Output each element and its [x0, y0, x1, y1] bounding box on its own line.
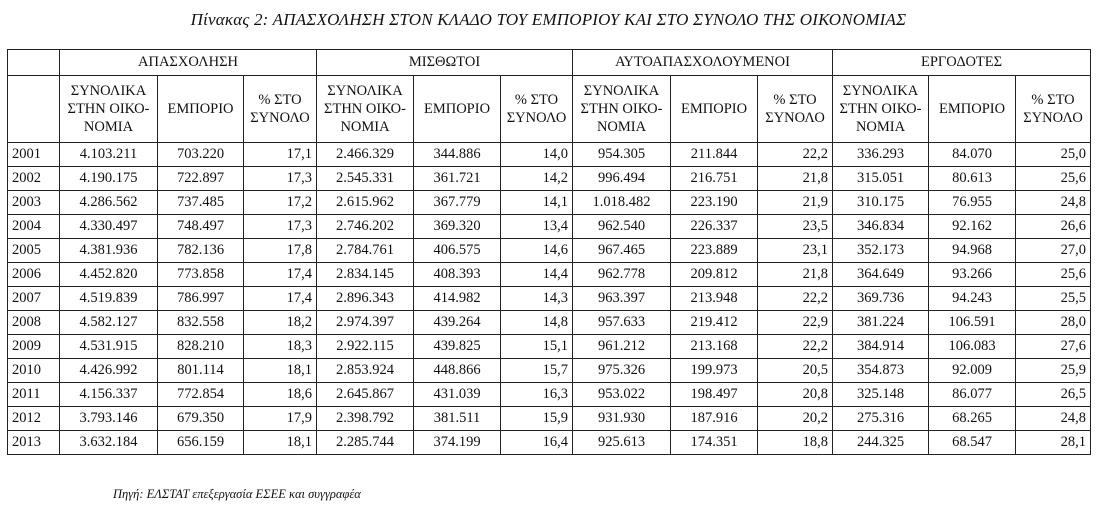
value-cell: 4.156.337	[60, 383, 158, 407]
value-cell: 381.511	[414, 407, 501, 431]
value-cell: 354.873	[833, 359, 929, 383]
value-cell: 76.955	[929, 191, 1016, 215]
table-row	[8, 215, 1091, 239]
value-cell: 94.243	[929, 287, 1016, 311]
sub-header-percent-of-total	[501, 76, 573, 143]
value-cell: 953.022	[573, 383, 671, 407]
value-cell: 2.285.744	[317, 431, 414, 455]
percent-cell: 20,8	[758, 383, 833, 407]
percent-cell: 28,1	[1016, 431, 1091, 455]
group-header-salaried: ΜΙΣΘΩΤΟΙ	[317, 50, 573, 76]
percent-cell: 22,2	[758, 287, 833, 311]
value-cell: 275.316	[833, 407, 929, 431]
value-cell: 187.916	[671, 407, 758, 431]
group-header-self-employed: ΑΥΤΟΑΠΑΣΧΟΛΟΥΜΕΝΟΙ	[573, 50, 833, 76]
value-cell: 954.305	[573, 143, 671, 167]
year-cell: 2004	[8, 215, 60, 239]
value-cell: 828.210	[158, 335, 244, 359]
sub-header-line: ΝΟΜΙΑ	[83, 119, 134, 135]
percent-cell: 23,1	[758, 239, 833, 263]
value-cell: 2.398.792	[317, 407, 414, 431]
sub-header-line: ΣΤΗΝ ΟΙΚΟ-	[67, 101, 150, 117]
sub-header-line: ΣΥΝΟΛΟ	[506, 110, 567, 126]
table-row	[8, 191, 1091, 215]
sub-header-percent-of-total	[758, 76, 833, 143]
source-note: Πηγή: ΕΛΣΤΑΤ επεξεργασία ΕΣΕΕ και συγγραφέα	[113, 487, 361, 501]
value-cell: 213.948	[671, 287, 758, 311]
table-row	[8, 383, 1091, 407]
percent-cell: 25,0	[1016, 143, 1091, 167]
value-cell: 961.212	[573, 335, 671, 359]
value-cell: 226.337	[671, 215, 758, 239]
value-cell: 408.393	[414, 263, 501, 287]
value-cell: 384.914	[833, 335, 929, 359]
percent-cell: 16,4	[501, 431, 573, 455]
value-cell: 68.547	[929, 431, 1016, 455]
value-cell: 4.426.992	[60, 359, 158, 383]
value-cell: 962.778	[573, 263, 671, 287]
value-cell: 4.103.211	[60, 143, 158, 167]
percent-cell: 24,8	[1016, 407, 1091, 431]
sub-header-line: ΝΟΜΙΑ	[340, 119, 390, 135]
value-cell: 4.531.915	[60, 335, 158, 359]
value-cell: 2.466.329	[317, 143, 414, 167]
sub-header-percent-of-total	[244, 76, 317, 143]
percent-cell: 18,8	[758, 431, 833, 455]
value-cell: 722.897	[158, 167, 244, 191]
value-cell: 310.175	[833, 191, 929, 215]
percent-cell: 15,1	[501, 335, 573, 359]
percent-cell: 20,5	[758, 359, 833, 383]
percent-cell: 17,3	[244, 167, 317, 191]
value-cell: 2.834.145	[317, 263, 414, 287]
value-cell: 963.397	[573, 287, 671, 311]
value-cell: 773.858	[158, 263, 244, 287]
value-cell: 925.613	[573, 431, 671, 455]
percent-cell: 18,1	[244, 431, 317, 455]
sub-header-economy-total	[833, 76, 929, 143]
value-cell: 106.591	[929, 311, 1016, 335]
table-row	[8, 167, 1091, 191]
year-cell: 2012	[8, 407, 60, 431]
value-cell: 4.330.497	[60, 215, 158, 239]
value-cell: 94.968	[929, 239, 1016, 263]
percent-cell: 23,5	[758, 215, 833, 239]
value-cell: 325.148	[833, 383, 929, 407]
value-cell: 431.039	[414, 383, 501, 407]
value-cell: 223.889	[671, 239, 758, 263]
percent-cell: 21,9	[758, 191, 833, 215]
year-cell: 2001	[8, 143, 60, 167]
value-cell: 4.286.562	[60, 191, 158, 215]
value-cell: 801.114	[158, 359, 244, 383]
value-cell: 703.220	[158, 143, 244, 167]
percent-cell: 24,8	[1016, 191, 1091, 215]
percent-cell: 27,6	[1016, 335, 1091, 359]
value-cell: 406.575	[414, 239, 501, 263]
year-cell: 2009	[8, 335, 60, 359]
percent-cell: 22,2	[758, 335, 833, 359]
value-cell: 1.018.482	[573, 191, 671, 215]
value-cell: 346.834	[833, 215, 929, 239]
value-cell: 2.896.343	[317, 287, 414, 311]
percent-cell: 17,9	[244, 407, 317, 431]
value-cell: 219.412	[671, 311, 758, 335]
sub-header-line: ΣΥΝΟΛΙΚΑ	[842, 83, 919, 99]
sub-header-line: ΣΥΝΟΛΙΚΑ	[583, 83, 660, 99]
percent-cell: 27,0	[1016, 239, 1091, 263]
value-cell: 4.519.839	[60, 287, 158, 311]
table-row	[8, 431, 1091, 455]
value-cell: 737.485	[158, 191, 244, 215]
percent-cell: 14,4	[501, 263, 573, 287]
sub-header-line: ΣΤΗΝ ΟΙΚΟ-	[324, 101, 406, 117]
sub-header-commerce	[158, 76, 244, 143]
percent-cell: 17,8	[244, 239, 317, 263]
percent-cell: 18,3	[244, 335, 317, 359]
table-row	[8, 239, 1091, 263]
value-cell: 92.009	[929, 359, 1016, 383]
sub-header-line: ΣΤΗΝ ΟΙΚΟ-	[839, 101, 922, 117]
value-cell: 772.854	[158, 383, 244, 407]
value-cell: 2.784.761	[317, 239, 414, 263]
value-cell: 414.982	[414, 287, 501, 311]
value-cell: 381.224	[833, 311, 929, 335]
percent-cell: 14,8	[501, 311, 573, 335]
sub-header-economy-total	[573, 76, 671, 143]
value-cell: 315.051	[833, 167, 929, 191]
value-cell: 84.070	[929, 143, 1016, 167]
percent-cell: 22,9	[758, 311, 833, 335]
year-cell: 2007	[8, 287, 60, 311]
table-row	[8, 359, 1091, 383]
value-cell: 439.264	[414, 311, 501, 335]
value-cell: 967.465	[573, 239, 671, 263]
value-cell: 2.922.115	[317, 335, 414, 359]
value-cell: 786.997	[158, 287, 244, 311]
table-title: Πίνακας 2: ΑΠΑΣΧΟΛΗΣΗ ΣΤΟΝ ΚΛΑΔΟ ΤΟΥ ΕΜΠΟΡΙΟΥ ΚΑΙ ΣΤΟ ΣΥΝΟΛΟ ΤΗΣ ΟΙΚΟΝΟΜΙΑΣ	[190, 10, 907, 29]
value-cell: 679.350	[158, 407, 244, 431]
sub-header-commerce	[929, 76, 1016, 143]
year-cell: 2002	[8, 167, 60, 191]
value-cell: 369.320	[414, 215, 501, 239]
percent-cell: 15,9	[501, 407, 573, 431]
value-cell: 86.077	[929, 383, 1016, 407]
value-cell: 2.615.962	[317, 191, 414, 215]
percent-cell: 14,2	[501, 167, 573, 191]
sub-header-line: ΣΥΝΟΛΟ	[765, 110, 825, 126]
sub-header-percent-of-total	[1016, 76, 1091, 143]
sub-header-economy-total	[60, 76, 158, 143]
value-cell: 361.721	[414, 167, 501, 191]
year-cell: 2008	[8, 311, 60, 335]
percent-cell: 17,1	[244, 143, 317, 167]
value-cell: 975.326	[573, 359, 671, 383]
value-cell: 174.351	[671, 431, 758, 455]
sub-header-commerce	[414, 76, 501, 143]
table-row	[8, 143, 1091, 167]
percent-cell: 25,9	[1016, 359, 1091, 383]
sub-header-line: ΣΥΝΟΛΙΚΑ	[70, 83, 147, 99]
value-cell: 223.190	[671, 191, 758, 215]
percent-cell: 13,4	[501, 215, 573, 239]
year-cell: 2010	[8, 359, 60, 383]
value-cell: 106.083	[929, 335, 1016, 359]
value-cell: 957.633	[573, 311, 671, 335]
percent-cell: 22,2	[758, 143, 833, 167]
value-cell: 931.930	[573, 407, 671, 431]
value-cell: 369.736	[833, 287, 929, 311]
corner-cell	[8, 50, 60, 76]
percent-cell: 26,5	[1016, 383, 1091, 407]
percent-cell: 18,1	[244, 359, 317, 383]
percent-cell: 20,2	[758, 407, 833, 431]
percent-cell: 21,8	[758, 167, 833, 191]
percent-cell: 17,2	[244, 191, 317, 215]
percent-cell: 15,7	[501, 359, 573, 383]
sub-header-line: ΝΟΜΙΑ	[855, 119, 906, 135]
percent-cell: 26,6	[1016, 215, 1091, 239]
value-cell: 213.168	[671, 335, 758, 359]
corner-cell	[8, 76, 60, 143]
year-cell: 2013	[8, 431, 60, 455]
percent-cell: 14,0	[501, 143, 573, 167]
percent-cell: 18,6	[244, 383, 317, 407]
table-body	[8, 143, 1091, 455]
value-cell: 2.645.867	[317, 383, 414, 407]
year-cell: 2003	[8, 191, 60, 215]
value-cell: 4.452.820	[60, 263, 158, 287]
value-cell: 92.162	[929, 215, 1016, 239]
year-cell: 2011	[8, 383, 60, 407]
sub-header-line: % ΣΤΟ	[773, 92, 817, 108]
percent-cell: 14,1	[501, 191, 573, 215]
sub-header-line: % ΣΤΟ	[514, 92, 559, 108]
value-cell: 93.266	[929, 263, 1016, 287]
value-cell: 2.545.331	[317, 167, 414, 191]
value-cell: 656.159	[158, 431, 244, 455]
percent-cell: 25,5	[1016, 287, 1091, 311]
value-cell: 199.973	[671, 359, 758, 383]
sub-header-line: ΕΜΠΟΡΙΟ	[167, 101, 234, 117]
table-row	[8, 335, 1091, 359]
table-row	[8, 287, 1091, 311]
value-cell: 2.746.202	[317, 215, 414, 239]
percent-cell: 18,2	[244, 311, 317, 335]
table-row	[8, 407, 1091, 431]
percent-cell: 28,0	[1016, 311, 1091, 335]
value-cell: 4.381.936	[60, 239, 158, 263]
value-cell: 2.974.397	[317, 311, 414, 335]
value-cell: 336.293	[833, 143, 929, 167]
value-cell: 3.793.146	[60, 407, 158, 431]
percent-cell: 21,8	[758, 263, 833, 287]
table-row	[8, 263, 1091, 287]
sub-header-line: ΣΥΝΟΛΙΚΑ	[327, 83, 403, 99]
value-cell: 748.497	[158, 215, 244, 239]
percent-cell: 25,6	[1016, 167, 1091, 191]
value-cell: 216.751	[671, 167, 758, 191]
group-header-row	[8, 50, 1091, 76]
value-cell: 782.136	[158, 239, 244, 263]
percent-cell: 14,6	[501, 239, 573, 263]
percent-cell: 16,3	[501, 383, 573, 407]
sub-header-line: ΕΜΠΟΡΙΟ	[681, 101, 748, 117]
value-cell: 211.844	[671, 143, 758, 167]
sub-header-line: ΣΥΝΟΛΟ	[250, 110, 310, 126]
value-cell: 374.199	[414, 431, 501, 455]
sub-header-row	[8, 76, 1091, 143]
percent-cell: 17,4	[244, 287, 317, 311]
percent-cell: 17,4	[244, 263, 317, 287]
year-cell: 2005	[8, 239, 60, 263]
value-cell: 2.853.924	[317, 359, 414, 383]
percent-cell: 14,3	[501, 287, 573, 311]
year-cell: 2006	[8, 263, 60, 287]
percent-cell: 17,3	[244, 215, 317, 239]
value-cell: 4.582.127	[60, 311, 158, 335]
group-header-employers: ΕΡΓΟΔΟΤΕΣ	[833, 50, 1091, 76]
sub-header-line: ΕΜΠΟΡΙΟ	[939, 101, 1006, 117]
value-cell: 68.265	[929, 407, 1016, 431]
value-cell: 448.866	[414, 359, 501, 383]
value-cell: 832.558	[158, 311, 244, 335]
sub-header-line: ΕΜΠΟΡΙΟ	[423, 101, 491, 117]
group-header-employment: ΑΠΑΣΧΟΛΗΣΗ	[60, 50, 317, 76]
value-cell: 209.812	[671, 263, 758, 287]
sub-header-commerce	[671, 76, 758, 143]
value-cell: 364.649	[833, 263, 929, 287]
sub-header-line: ΣΤΗΝ ΟΙΚΟ-	[580, 101, 663, 117]
value-cell: 996.494	[573, 167, 671, 191]
sub-header-line: ΣΥΝΟΛΟ	[1023, 110, 1083, 126]
table-row	[8, 311, 1091, 335]
value-cell: 344.886	[414, 143, 501, 167]
value-cell: 3.632.184	[60, 431, 158, 455]
value-cell: 4.190.175	[60, 167, 158, 191]
value-cell: 244.325	[833, 431, 929, 455]
employment-table	[7, 49, 1091, 455]
value-cell: 80.613	[929, 167, 1016, 191]
sub-header-line: ΝΟΜΙΑ	[596, 119, 647, 135]
sub-header-line: % ΣΤΟ	[1031, 92, 1075, 108]
value-cell: 439.825	[414, 335, 501, 359]
percent-cell: 25,6	[1016, 263, 1091, 287]
sub-header-economy-total	[317, 76, 414, 143]
sub-header-line: % ΣΤΟ	[258, 92, 302, 108]
value-cell: 962.540	[573, 215, 671, 239]
value-cell: 198.497	[671, 383, 758, 407]
value-cell: 352.173	[833, 239, 929, 263]
value-cell: 367.779	[414, 191, 501, 215]
